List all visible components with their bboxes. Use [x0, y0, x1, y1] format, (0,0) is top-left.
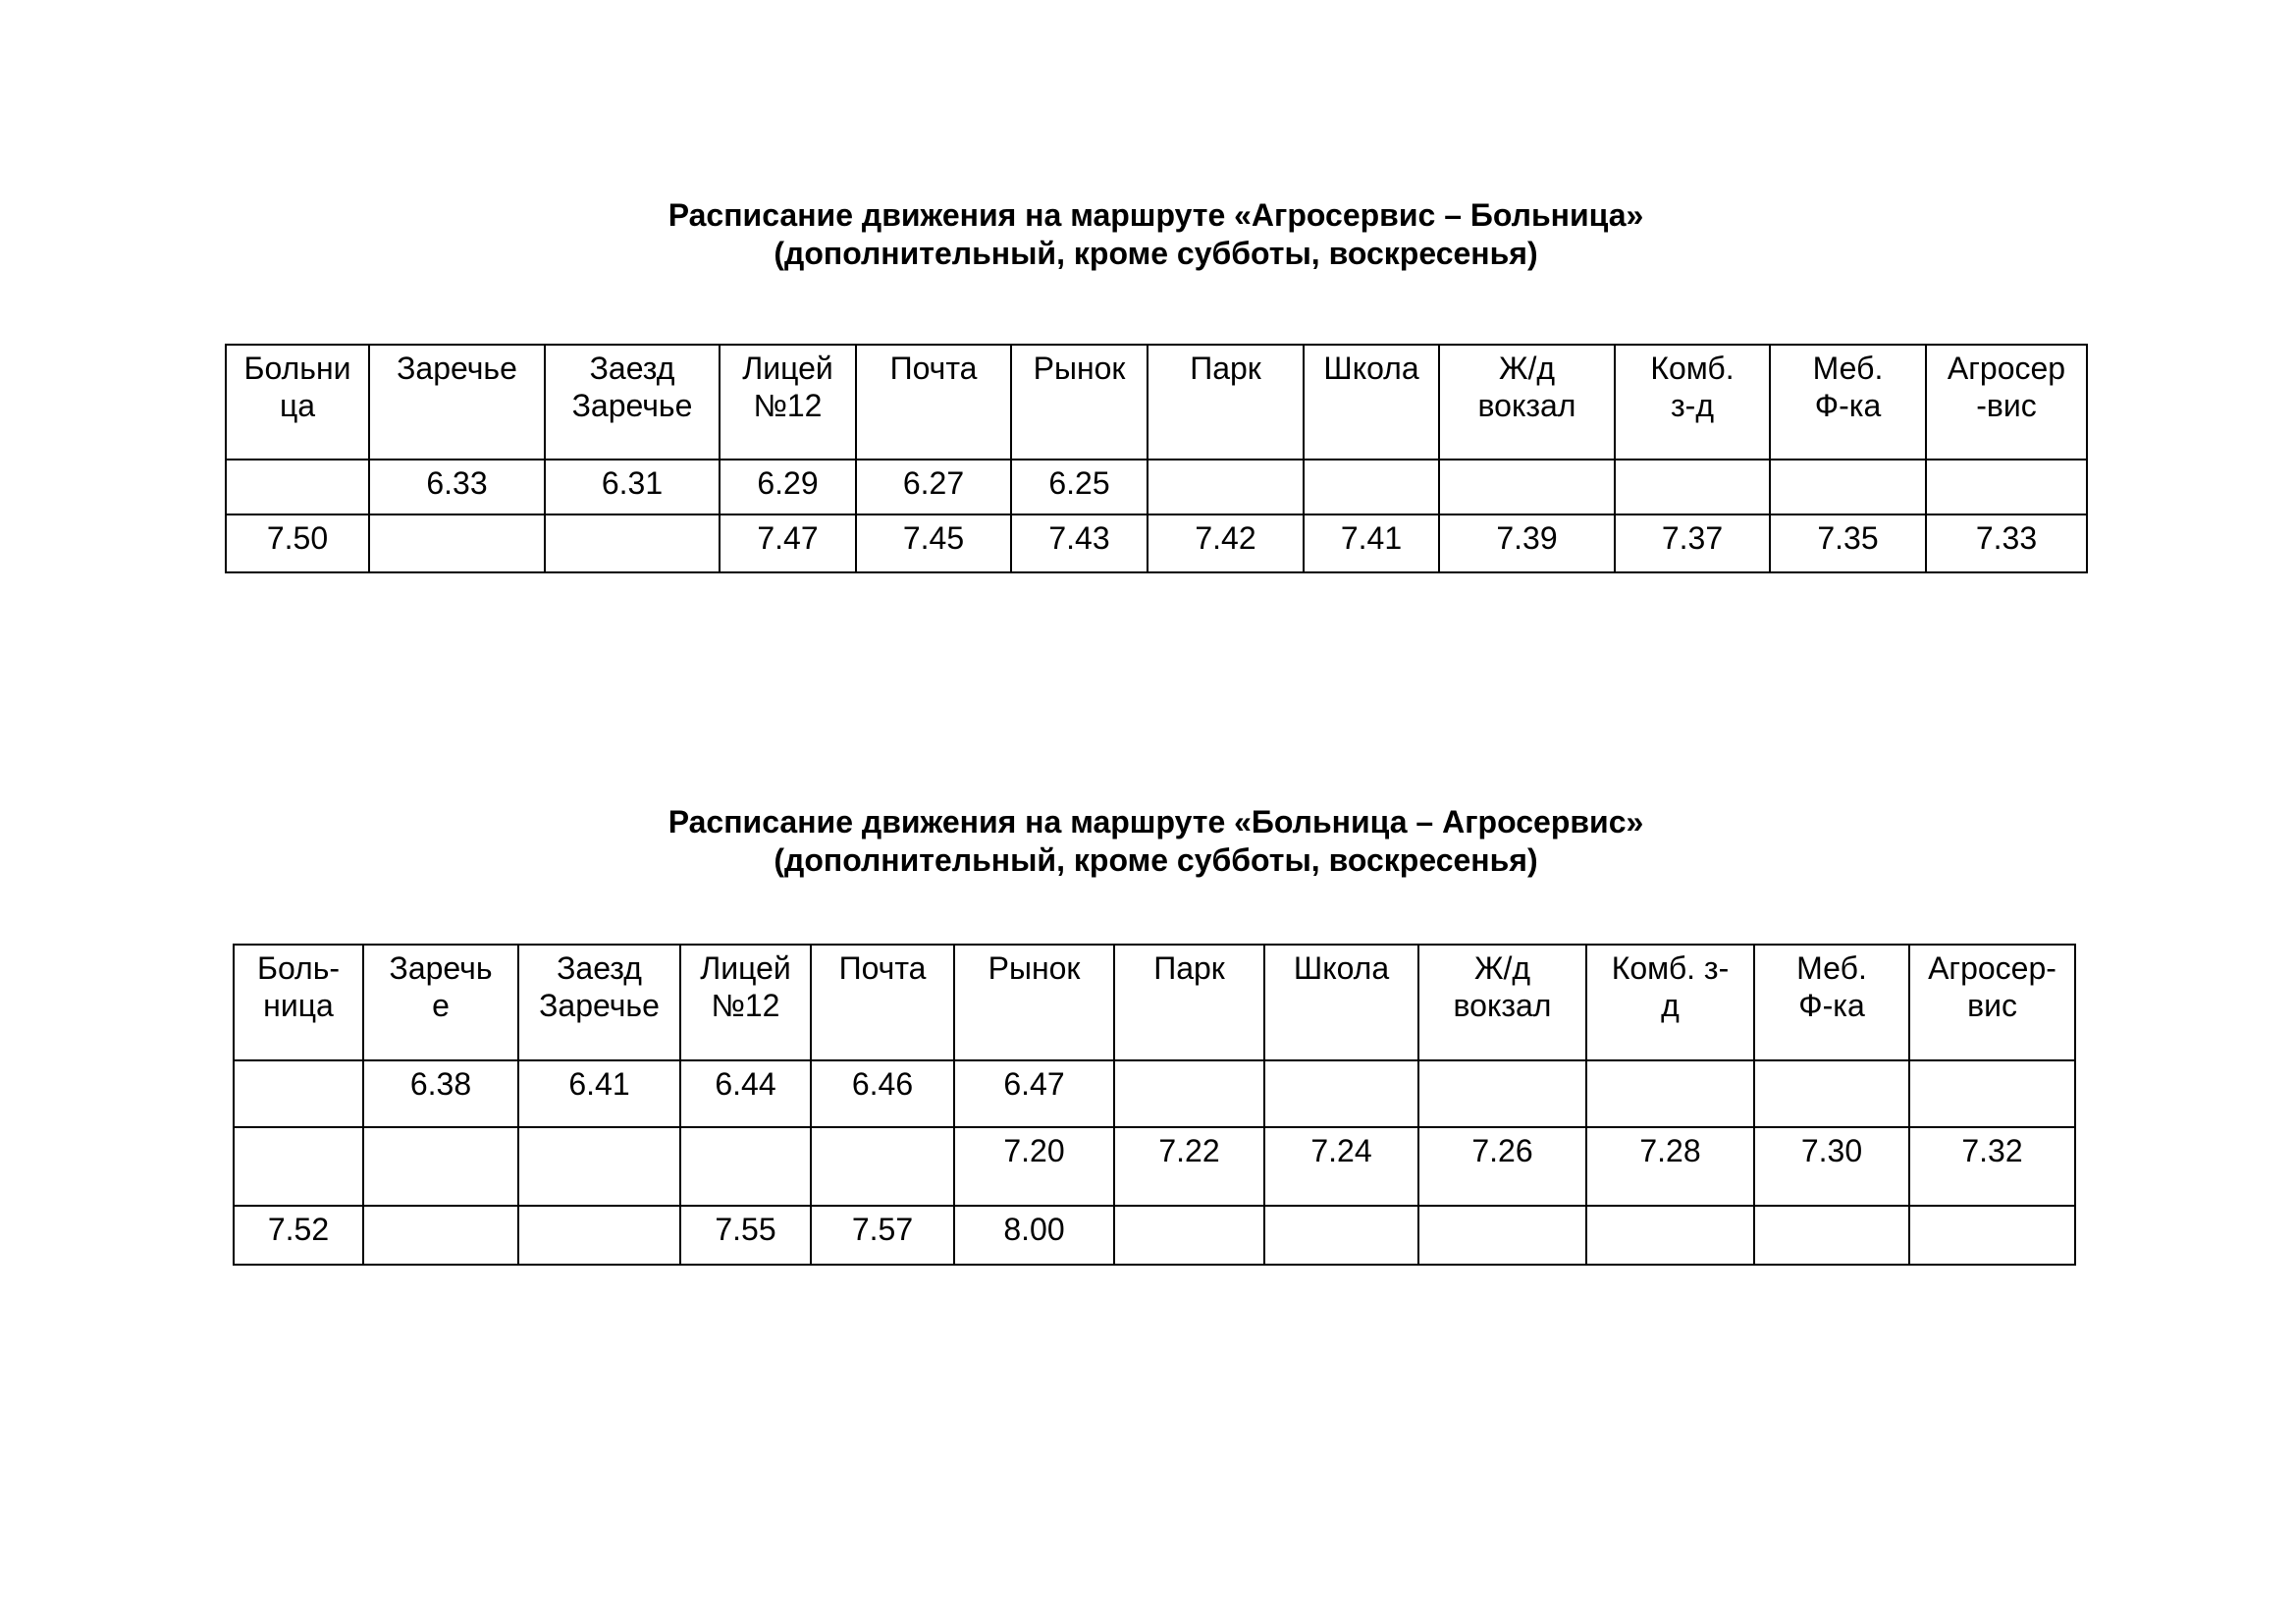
- header-cell-line: Лицей: [700, 950, 791, 986]
- header-cell-line: Боль-: [256, 950, 341, 986]
- time-cell: [1615, 460, 1770, 514]
- schedule1-table: [225, 344, 2088, 573]
- time-cell: [1114, 1206, 1264, 1265]
- time-cell: [1909, 1060, 2075, 1127]
- time-cell: 6.47: [954, 1060, 1114, 1127]
- header-cell: [720, 345, 856, 460]
- schedule2-title-line1: Расписание движения на маршруте «Больница – Агросервис»: [667, 804, 1644, 839]
- time-cell: 7.45: [856, 514, 1011, 572]
- header-cell: [363, 945, 518, 1060]
- header-cell-line: е: [432, 988, 450, 1023]
- schedule1-title-line2: (дополнительный, кроме субботы, воскресенья): [774, 236, 1538, 271]
- time-cell: 6.27: [856, 460, 1011, 514]
- header-cell-line: Заезд: [557, 950, 642, 986]
- header-cell: [954, 945, 1114, 1060]
- header-cell-line: вис: [1967, 988, 2017, 1023]
- header-cell: [545, 345, 720, 460]
- schedule2-title: [8, 803, 2296, 880]
- header-cell-line: Заречь: [389, 950, 493, 986]
- header-cell-line: Ж/д: [1473, 950, 1531, 986]
- time-cell: [1586, 1206, 1754, 1265]
- time-cell: 6.33: [369, 460, 545, 514]
- header-cell-line: Больни: [243, 351, 351, 386]
- header-cell-line: Меб.: [1796, 950, 1867, 986]
- header-cell: [1264, 945, 1418, 1060]
- time-cell: 7.39: [1439, 514, 1615, 572]
- time-cell: 7.57: [811, 1206, 954, 1265]
- header-cell: [1909, 945, 2075, 1060]
- header-cell-line: Парк: [1190, 351, 1261, 386]
- header-cell-line: Заезд: [589, 351, 675, 386]
- time-cell: [226, 460, 369, 514]
- schedule1-title: [8, 196, 2296, 273]
- header-cell: [234, 945, 363, 1060]
- time-cell: 8.00: [954, 1206, 1114, 1265]
- time-cell: [518, 1127, 680, 1206]
- header-cell: [1114, 945, 1264, 1060]
- time-cell: 7.26: [1418, 1127, 1586, 1206]
- header-cell-line: ница: [263, 988, 334, 1023]
- time-cell: [1754, 1060, 1909, 1127]
- header-cell-line: Агросер: [1947, 351, 2066, 386]
- time-cell: 7.37: [1615, 514, 1770, 572]
- time-cell: 7.52: [234, 1206, 363, 1265]
- time-cell: 7.20: [954, 1127, 1114, 1206]
- time-cell: [1770, 460, 1926, 514]
- time-cell: 6.41: [518, 1060, 680, 1127]
- header-cell: [1148, 345, 1304, 460]
- time-cell: 7.42: [1148, 514, 1304, 572]
- time-cell: 7.35: [1770, 514, 1926, 572]
- header-cell-line: Лицей: [742, 351, 833, 386]
- time-cell: [1304, 460, 1439, 514]
- table-header-row: [234, 945, 2075, 1060]
- time-cell: [369, 514, 545, 572]
- header-cell-line: Рынок: [1033, 351, 1126, 386]
- header-cell-line: ца: [279, 388, 316, 423]
- time-cell: [234, 1060, 363, 1127]
- table-header-row: [226, 345, 2087, 460]
- header-cell: [1418, 945, 1586, 1060]
- time-cell: [1264, 1206, 1418, 1265]
- time-cell: 7.50: [226, 514, 369, 572]
- header-cell-line: Парк: [1153, 950, 1225, 986]
- time-cell: [1586, 1060, 1754, 1127]
- time-cell: 6.38: [363, 1060, 518, 1127]
- header-cell-line: д: [1661, 988, 1680, 1023]
- header-cell-line: Ф-ка: [1798, 988, 1865, 1023]
- header-cell-line: з-д: [1671, 388, 1714, 423]
- time-cell: 7.33: [1926, 514, 2087, 572]
- time-cell: [518, 1206, 680, 1265]
- time-cell: 7.43: [1011, 514, 1148, 572]
- time-cell: [1926, 460, 2087, 514]
- schedule2-table: [233, 944, 2076, 1266]
- header-cell: [1770, 345, 1926, 460]
- header-cell: [1011, 345, 1148, 460]
- header-cell-line: Заречье: [571, 388, 693, 423]
- time-cell: [1264, 1060, 1418, 1127]
- header-cell-line: Ф-ка: [1814, 388, 1882, 423]
- header-cell: [856, 345, 1011, 460]
- time-cell: [1418, 1206, 1586, 1265]
- time-cell: [1754, 1206, 1909, 1265]
- header-cell-line: №12: [711, 988, 780, 1023]
- header-cell-line: Заречье: [539, 988, 660, 1023]
- header-cell: [1754, 945, 1909, 1060]
- header-cell: [811, 945, 954, 1060]
- table-row: [234, 1127, 2075, 1206]
- time-cell: 7.22: [1114, 1127, 1264, 1206]
- table-row: [234, 1060, 2075, 1127]
- header-cell: [369, 345, 545, 460]
- schedule1-title-line1: Расписание движения на маршруте «Агросервис – Больница»: [667, 197, 1644, 233]
- header-cell-line: Комб. з-: [1611, 950, 1730, 986]
- header-cell-line: Почта: [838, 950, 927, 986]
- header-cell-line: вокзал: [1477, 388, 1576, 423]
- time-cell: [363, 1127, 518, 1206]
- time-cell: [1148, 460, 1304, 514]
- time-cell: 6.31: [545, 460, 720, 514]
- header-cell: [680, 945, 811, 1060]
- header-cell-line: Агросер-: [1928, 950, 2056, 986]
- header-cell-line: Школа: [1293, 950, 1390, 986]
- time-cell: 7.47: [720, 514, 856, 572]
- header-cell: [1304, 345, 1439, 460]
- header-cell-line: Почта: [889, 351, 978, 386]
- time-cell: 7.28: [1586, 1127, 1754, 1206]
- header-cell: [1926, 345, 2087, 460]
- table-row: [234, 1206, 2075, 1265]
- header-cell: [1615, 345, 1770, 460]
- header-cell-line: Ж/д: [1498, 351, 1556, 386]
- header-cell-line: Меб.: [1812, 351, 1884, 386]
- header-cell-line: Заречье: [397, 351, 517, 386]
- header-cell-line: Рынок: [988, 950, 1081, 986]
- header-cell: [1586, 945, 1754, 1060]
- header-cell: [518, 945, 680, 1060]
- time-cell: [811, 1127, 954, 1206]
- time-cell: 6.46: [811, 1060, 954, 1127]
- time-cell: 6.25: [1011, 460, 1148, 514]
- time-cell: 7.55: [680, 1206, 811, 1265]
- header-cell-line: вокзал: [1453, 988, 1552, 1023]
- time-cell: 7.24: [1264, 1127, 1418, 1206]
- schedule2-title-line2: (дополнительный, кроме субботы, воскресенья): [774, 842, 1538, 878]
- time-cell: [234, 1127, 363, 1206]
- time-cell: [1418, 1060, 1586, 1127]
- time-cell: [1439, 460, 1615, 514]
- time-cell: [1114, 1060, 1264, 1127]
- header-cell-line: Школа: [1323, 351, 1419, 386]
- time-cell: 6.44: [680, 1060, 811, 1127]
- time-cell: [680, 1127, 811, 1206]
- time-cell: [363, 1206, 518, 1265]
- time-cell: 7.41: [1304, 514, 1439, 572]
- time-cell: [1909, 1206, 2075, 1265]
- header-cell: [1439, 345, 1615, 460]
- header-cell-line: Комб.: [1650, 351, 1735, 386]
- header-cell: [226, 345, 369, 460]
- header-cell-line: -вис: [1976, 388, 2037, 423]
- time-cell: 7.30: [1754, 1127, 1909, 1206]
- time-cell: 7.32: [1909, 1127, 2075, 1206]
- table-row: [226, 514, 2087, 572]
- table-row: [226, 460, 2087, 514]
- time-cell: 6.29: [720, 460, 856, 514]
- time-cell: [545, 514, 720, 572]
- header-cell-line: №12: [753, 388, 823, 423]
